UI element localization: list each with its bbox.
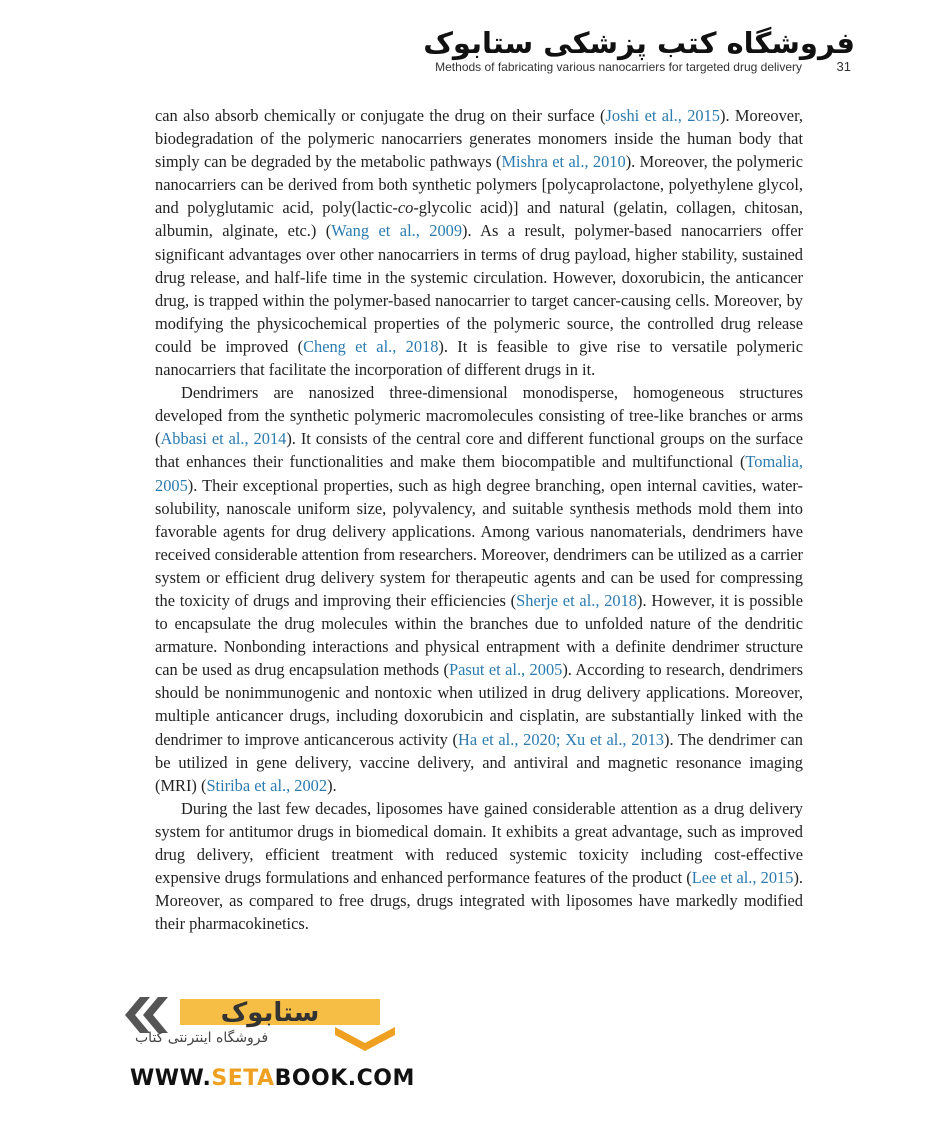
citation-link[interactable]: Pasut et al., 2005: [448, 660, 563, 680]
paragraph-text: ). Moreover, biodegradation of the polymeric nanocarriers generates monomers inside the human body that simply can be degraded by the metabolic pathways (: [155, 106, 803, 172]
paragraph-text: ). However, it is possible to encapsulate the drug molecules within the branches due to unfolded nature of the dendritic armature. Nonbonding interactions and physical entrapment with a definite dendrimer structure can be used as drug encapsulation methods (: [155, 590, 803, 680]
citation-link[interactable]: Tomalia, 2005: [155, 452, 803, 495]
paragraph-text: ). Moreover, as compared to free drugs, drugs integrated with liposomes have markedly modified their pharmacokinetics.: [155, 868, 803, 934]
paragraph-text: ). As a result, polymer-based nanocarriers offer significant advantages over other nanocarriers in terms of drug payload, higher stability, sustained drug release, and half-life time in the systemic circulation. However, doxorubicin, the anticancer drug, is trapped within the polymer-based nanocarrier to target cancer-causing cells. Moreover, by modifying the physicochemical properties of the polymeric source, the controlled drug release could be improved (: [155, 221, 803, 356]
citation-link[interactable]: Joshi et al., 2015: [605, 106, 720, 125]
paragraph-text: ). Their exceptional properties, such as high degree branching, open internal cavities, water-solubility, nanoscale uniform size, polyvalency, and suitable synthesis methods mold them into favorable agents for drug delivery applications. Among various nanomaterials, dendrimers have received considerable attention from researchers. Moreover, dendrimers can be utilized as a carrier system or efficient drug delivery system for therapeutic agents and can be used for compressing the toxicity of drugs and improving their efficiencies (: [155, 475, 803, 610]
paragraph-text: ). The dendrimer can be utilized in gene delivery, vaccine delivery, and antiviral and magnetic resonance imaging (MRI) (: [155, 729, 804, 795]
citation-link[interactable]: Wang et al., 2009: [331, 221, 463, 241]
page-header: [0, 0, 929, 90]
paragraph-text: -glycolic acid)] and natural (gelatin, collagen, chitosan, albumin, alginate, etc.) (: [155, 198, 803, 241]
paragraph: [155, 104, 803, 381]
paragraph: [155, 381, 803, 797]
citation-link[interactable]: Stiriba et al., 2002: [206, 775, 328, 795]
store-banner: فروشگاه کتب پزشکی ستابوک: [423, 26, 855, 60]
watermark-url: [130, 1066, 415, 1091]
paragraph-text: ). It is feasible to give rise to versatile polymeric nanocarriers that facilitate the incorporation of different drugs in it.: [155, 336, 803, 380]
paragraph-text: ). Moreover, the polymeric nanocarriers can be derived from both synthetic polymers [polycaprolactone, polyethylene glycol, and polyglutamic acid, poly(lactic-: [155, 152, 803, 218]
paragraph-text: Dendrimers are nanosized three-dimensional monodisperse, homogeneous structures developed from the synthetic polymeric macromolecules consisting of tree-like branches or arms (: [155, 383, 803, 449]
citation-link[interactable]: Lee et al., 2015: [691, 868, 794, 888]
citation-link[interactable]: Mishra et al., 2010: [501, 152, 626, 172]
citation-link[interactable]: Ha et al., 2020; Xu et al., 2013: [458, 729, 665, 749]
url-accent: SETA: [211, 1066, 275, 1091]
citation-link[interactable]: Abbasi et al., 2014: [160, 429, 287, 449]
url-prefix: WWW.: [130, 1066, 212, 1091]
paragraph-text: During the last few decades, liposomes have gained considerable attention as a drug delivery system for antitumor drugs in biomedical domain. It exhibits a great advantage, such as improved drug delivery, efficient treatment with reduced systemic toxicity including cost-effective expensive drugs formulations and enhanced performance features of the product (: [155, 798, 803, 888]
paragraph-text: co: [397, 198, 414, 218]
body-text: [155, 104, 803, 935]
url-suffix: BOOK.COM: [274, 1066, 415, 1091]
watermark-subtitle: فروشگاه اینترنتی کتاب: [135, 1030, 269, 1046]
paragraph-text: ). According to research, dendrimers should be nonimmunogenic and nontoxic when utilized in drug delivery applications. Moreover, multiple anticancer drugs, including doxorubicin and cisplatin, are substantially linked with the dendrimer to improve anticancerous activity (: [155, 660, 803, 749]
page-number: 31: [836, 59, 851, 74]
logo-text: ستابوک: [220, 998, 320, 1028]
paragraph-text: can also absorb chemically or conjugate the drug on their surface (: [155, 106, 606, 125]
running-title: Methods of fabricating various nanocarriers for targeted drug delivery: [435, 60, 802, 74]
citation-link[interactable]: Sherje et al., 2018: [516, 590, 638, 610]
paragraph-text: ).: [327, 775, 337, 795]
paragraph-text: ). It consists of the central core and different functional groups on the surface that enhances their functionalities and make them biocompatible and multifunctional (: [155, 429, 803, 472]
citation-link[interactable]: Cheng et al., 2018: [303, 336, 439, 356]
paragraph: [155, 797, 803, 936]
